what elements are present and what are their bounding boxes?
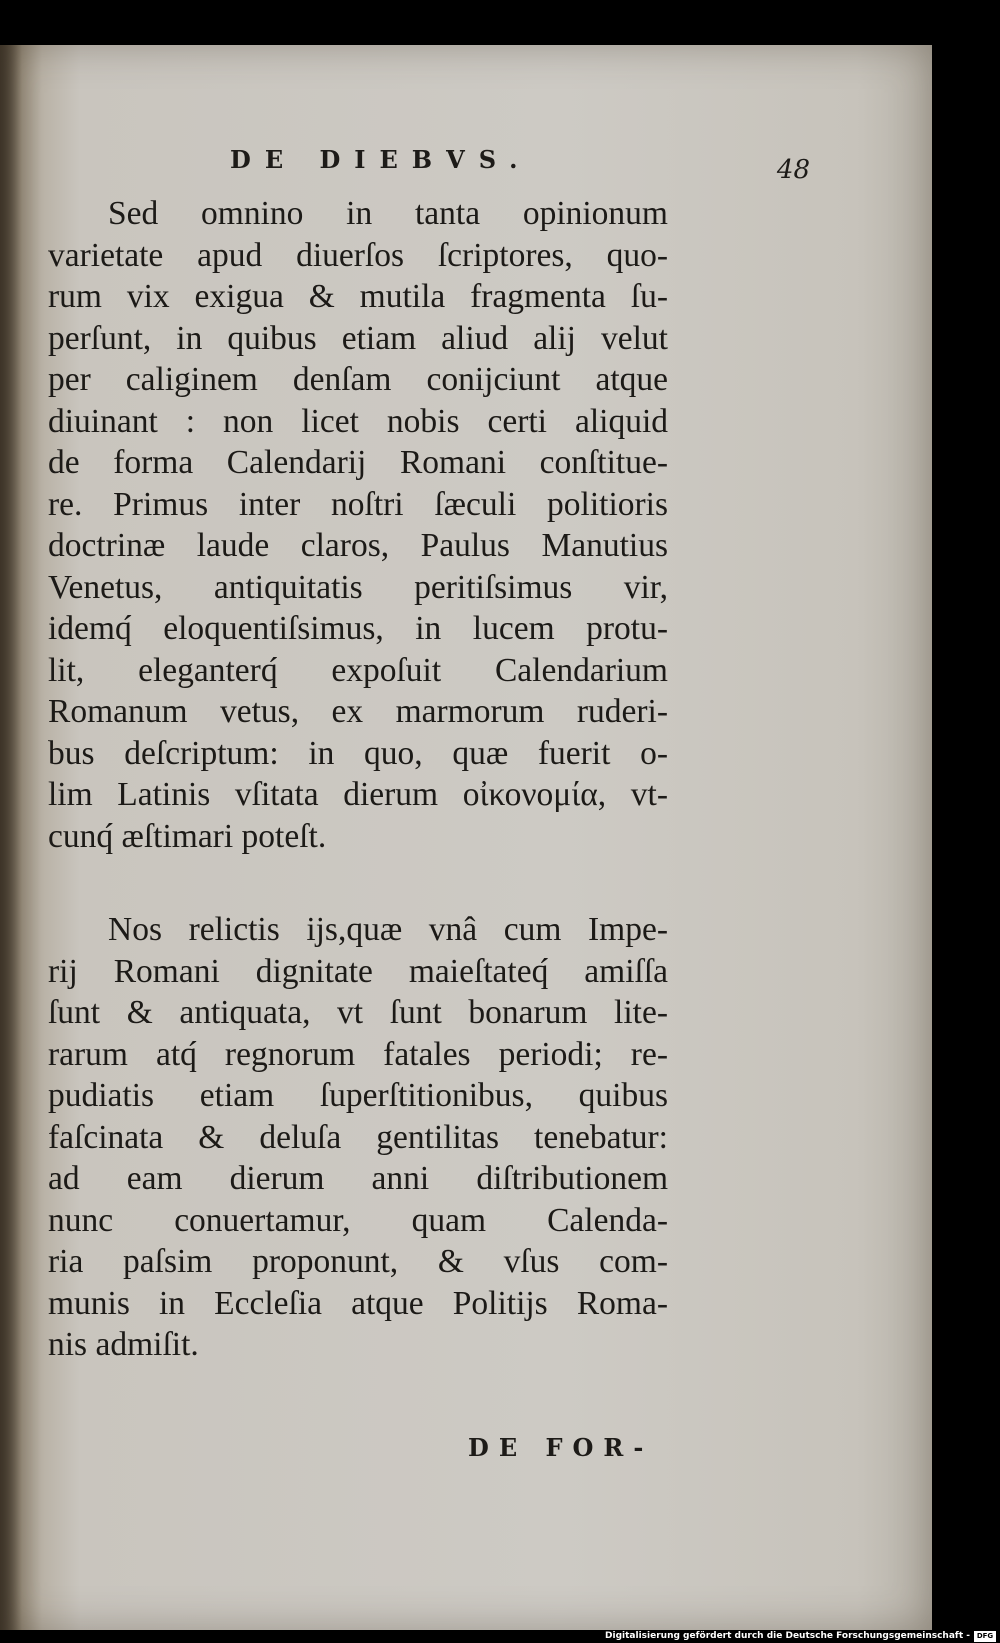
text-line: ria paſsim proponunt, & vſus com- xyxy=(48,1243,668,1280)
text-line: Romanum vetus, ex marmorum ruderi- xyxy=(48,693,668,730)
text-line: rum vix exigua & mutila fragmenta ſu- xyxy=(48,278,668,315)
text-line: Venetus, antiquitatis peritiſsimus vir, xyxy=(48,568,668,606)
text-line: Sed omnino in tanta opinionum xyxy=(108,195,668,232)
text-line: de forma Calendarij Romani conſtitue- xyxy=(48,444,668,481)
text-line: re. Primus inter noſtri ſæculi politioris xyxy=(48,485,668,523)
text-line: rij Romani dignitate maieſtateq́ amiſſa xyxy=(48,952,668,990)
text-line: cunq́ æſtimari poteſt. xyxy=(48,817,327,855)
text-line: varietate apud diuerſos ſcriptores, quo- xyxy=(48,236,668,274)
running-title: DE DIEBVS. xyxy=(230,145,532,174)
text-line: idemq́ eloquentiſsimus, in lucem protu- xyxy=(48,610,668,647)
page-number: 48 xyxy=(776,155,810,185)
scanned-page xyxy=(0,45,932,1630)
text-line: nis admiſit. xyxy=(48,1326,199,1363)
dfg-logo: DFG xyxy=(974,1631,996,1642)
text-line: lim Latinis vſitata dierum οἰκονομία, vt- xyxy=(48,776,668,813)
text-line: bus deſcriptum: in quo, quæ fuerit o- xyxy=(48,734,668,772)
text-line: Nos relictis ijs,quæ vnâ cum Impe- xyxy=(108,911,668,948)
text-line: faſcinata & deluſa gentilitas tenebatur: xyxy=(48,1118,668,1156)
text-line: doctrinæ laude claros, Paulus Manutius xyxy=(48,527,668,564)
paragraph-gap xyxy=(48,857,668,909)
paragraph xyxy=(48,193,668,857)
running-head xyxy=(230,145,810,185)
text-line: lit, eleganterq́ expoſuit Calendarium xyxy=(48,651,668,689)
text-line: rarum atq́ regnorum fatales periodi; re- xyxy=(48,1035,668,1073)
text-line: munis in Eccleſia atque Politijs Roma- xyxy=(48,1284,668,1322)
text-line: ad eam dierum anni diſtributionem xyxy=(48,1160,668,1197)
text-line: perſunt, in quibus etiam aliud alij velut xyxy=(48,319,668,357)
text-line: per caliginem denſam conijciunt atque xyxy=(48,361,668,398)
text-line: nunc conuertamur, quam Calenda- xyxy=(48,1201,668,1239)
footer-bar xyxy=(0,1630,1000,1643)
text-line: pudiatis etiam ſuperſtitionibus, quibus xyxy=(48,1077,668,1114)
paragraph xyxy=(48,909,668,1366)
text-line: diuinant : non licet nobis certi aliquid xyxy=(48,402,668,440)
body-text xyxy=(48,193,668,1366)
text-line: ſunt & antiquata, vt ſunt bonarum lite- xyxy=(48,994,668,1031)
funding-credit: Digitalisierung gefördert durch die Deutsche Forschungsgemeinschaft - xyxy=(605,1631,970,1641)
catchword: DE FOR- xyxy=(468,1433,654,1462)
